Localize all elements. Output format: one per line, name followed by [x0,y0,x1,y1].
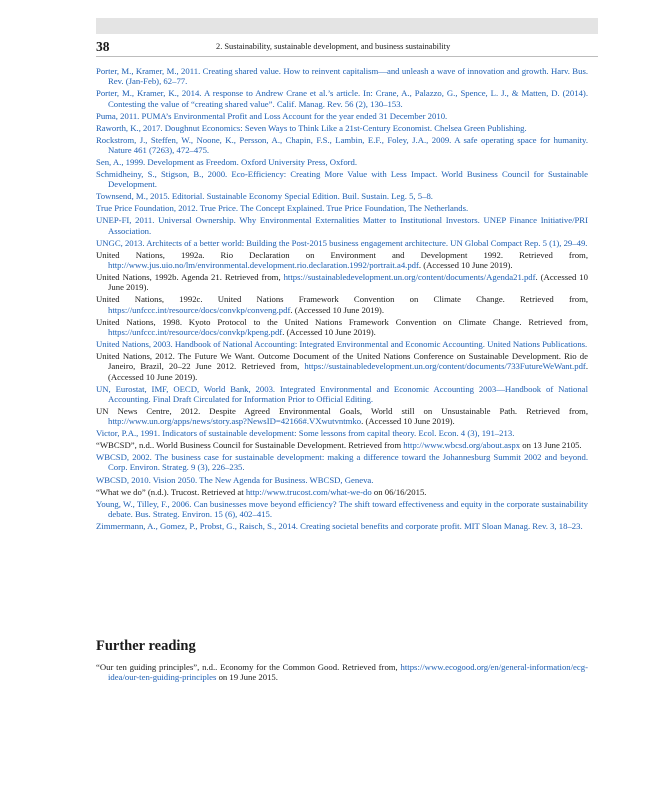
reference-text-end: . (Accessed 10 June 2019). [361,416,455,427]
reference-entry [96,351,588,382]
reference-entry[interactable]: Porter, M., Kramer, M., 2011. Creating shared value. How to reinvent capitalism—and unleash a wave of innovation and growth. Harv. Bus. Rev. (Jan-Feb), 62–77. [96,66,588,87]
reference-url-link[interactable]: http://www.trucost.com/what-we-do [245,486,372,497]
running-head: 2. Sustainability, sustainable development, and business sustainability [216,42,451,51]
reference-entry[interactable]: Raworth, K., 2017. Doughnut Economics: Seven Ways to Think Like a 21st-Century Economist. Chelsea Green Publishing. [96,122,527,133]
reference-text: United Nations, 1992a. Rio Declaration on Environment and Development 1992. Retrieved from, [96,249,588,260]
reference-text-end: . (Accessed 10 June 2019). [290,304,384,315]
reference-text-end: on 13 June 2105. [520,440,582,451]
reference-entry[interactable]: Rockstrom, J., Steffen, W., Noone, K., Persson, A., Chapin, F.S., Lambin, E.F., Foley, J.A., 2009. A safe operating space for humanity. Nature 461 (7263), 472–475. [96,134,588,155]
reference-entry [96,250,588,271]
reference-entry [96,272,588,293]
reference-entry[interactable]: United Nations, 2003. Handbook of National Accounting: Integrated Environmental and Economic Accounting. United Nations Publications. [96,338,588,349]
reference-entry[interactable]: UN, Eurostat, IMF, OECD, World Bank, 2003. Integrated Environmental and Economic Accounting 2003—Handbook of National Accounting. Final Draft Circulated for Information Prior to Official Editing. [96,383,588,404]
reference-url-link[interactable]: http://www.un.org/apps/news/story.asp?NewsID=42166#.VXwutvntmko [108,416,362,427]
reference-entry [96,440,588,450]
reference-text: UN News Centre, 2012. Despite Agreed Environmental Goals, World still on Unsustainable Path. Retrieved from, [96,405,588,416]
reference-entry [96,487,588,497]
reference-url-link[interactable]: https://sustainabledevelopment.un.org/content/documents/Agenda21.pdf [283,272,536,283]
page-number: 38 [96,39,110,54]
reference-entry [96,317,588,338]
reference-entry [96,406,588,427]
reference-text: United Nations, 2012. The Future We Want. Outcome Document of the United Nations Conference on Sustainable Development. Rio de Janeiro, Brazil, 20–22 June 2012. Retrieved from, [96,351,588,372]
reference-entry[interactable]: Young, W., Tilley, F., 2006. Can businesses move beyond efficiency? The shift toward effectiveness and equity in the corporate sustainability debate. Bus. Strateg. Environ. 15 (6), 402–415. [96,498,588,519]
reference-url-link[interactable]: http://www.jus.uio.no/lm/environmental.development.rio.declaration.1992/portrait.a4.pdf [108,260,419,271]
reference-text-end: . (Accessed 10 June 2019). [282,326,376,337]
reference-entry[interactable]: Zimmermann, A., Gomez, P., Probst, G., Raisch, S., 2014. Creating societal benefits and corporate profit. MIT Sloan Manag. Rev. 3, 18–23. [96,520,583,531]
reference-entry[interactable]: UNGC, 2013. Architects of a better world: Building the Post-2015 business engagement architecture. UN Global Compact Rep. 5 (1), 29–49. [96,237,588,248]
top-gray-bar [96,18,598,34]
reference-url-link[interactable]: https://unfccc.int/resource/docs/convkp/conveng.pdf [108,304,291,315]
reference-entry[interactable]: WBCSD, 2010. Vision 2050. The New Agenda for Business. WBCSD, Geneva. [96,474,374,485]
reference-entry[interactable]: UNEP-FI, 2011. Universal Ownership. Why Environmental Externalities Matter to Institutional Investors. UNEP Finance Initiative/PRI Association. [96,215,588,236]
reference-entry[interactable]: Puma, 2011. PUMA’s Environmental Profit and Loss Account for the year ended 31 December 2010. [96,110,448,121]
reference-text: United Nations, 1992c. United Nations Framework Convention on Climate Change. Retrieved from, [96,294,588,305]
reference-text-end: on 19 June 2015. [216,672,278,683]
reference-text-end: . (Accessed 10 June 2019). [108,272,588,293]
further-reading-list [96,662,588,684]
reference-entry[interactable]: Porter, M., Kramer, K., 2014. A response to Andrew Crane et al.’s article. In: Crane, A., Palazzo, G., Spence, L. J., & Matten, D. (2014). Contesting the value of “creating shared value”. Calif. Manag. Rev. 56 (2), 130–153. [96,88,588,109]
page-header [96,38,598,57]
reference-text: “Our ten guiding principles”, n.d.. Economy for the Common Good. Retrieved from, [96,662,401,672]
reference-url-link[interactable]: https://www.ecogood.org/en/general-information/ecg-idea/our-ten-guiding-principles [108,662,588,683]
reference-url-link[interactable]: https://unfccc.int/resource/docs/convkp/kpeng.pdf [108,326,283,337]
reference-text: “What we do” (n.d.). Trucost. Retrieved at [96,486,246,497]
reference-entry [96,662,588,683]
reference-entry[interactable]: Victor, P.A., 1991. Indicators of sustainable development: Some lessons from capital theory. Ecol. Econ. 4 (3), 191–213. [96,428,515,439]
reference-entry[interactable]: Schmidheiny, S., Stigson, B., 2000. Eco-Efficiency: Creating More Value with Less Impact. World Business Council for Sustainable Development. [96,169,588,190]
reference-list [96,66,588,533]
reference-text: United Nations, 1998. Kyoto Protocol to the United Nations Framework Convention on Climate Change. Retrieved from, [96,316,588,327]
reference-text-end: on 06/16/2015. [371,486,427,497]
reference-text-end: . (Accessed 10 June 2019). [108,361,588,382]
reference-url-link[interactable]: http://www.wbcsd.org/about.aspx [403,440,521,451]
reference-entry[interactable]: Townsend, M., 2015. Editorial. Sustainable Economy Special Edition. Buil. Sustain. Leg. 5, 5–8. [96,191,433,202]
reference-entry [96,294,588,315]
reference-entry[interactable]: Sen, A., 1999. Development as Freedom. Oxford University Press, Oxford. [96,156,358,167]
reference-entry[interactable]: True Price Foundation, 2012. True Price. The Concept Explained. True Price Foundation, The Netherlands. [96,203,469,214]
reference-text-end: . (Accessed 10 June 2019). [418,260,513,271]
reference-url-link[interactable]: https://sustainabledevelopment.un.org/content/documents/733FutureWeWant.pdf [304,361,586,372]
further-reading-heading: Further reading [96,638,196,654]
reference-text: “WBCSD”, n.d.. World Business Council for Sustainable Development. Retrieved from [96,440,404,451]
reference-entry[interactable]: WBCSD, 2002. The business case for sustainable development: making a difference toward the Johannesburg Summit 2002 and beyond. Corp. Environ. Strateg. 9 (3), 226–235. [96,452,588,473]
reference-text: United Nations, 1992b. Agenda 21. Retrieved from, [96,272,284,283]
